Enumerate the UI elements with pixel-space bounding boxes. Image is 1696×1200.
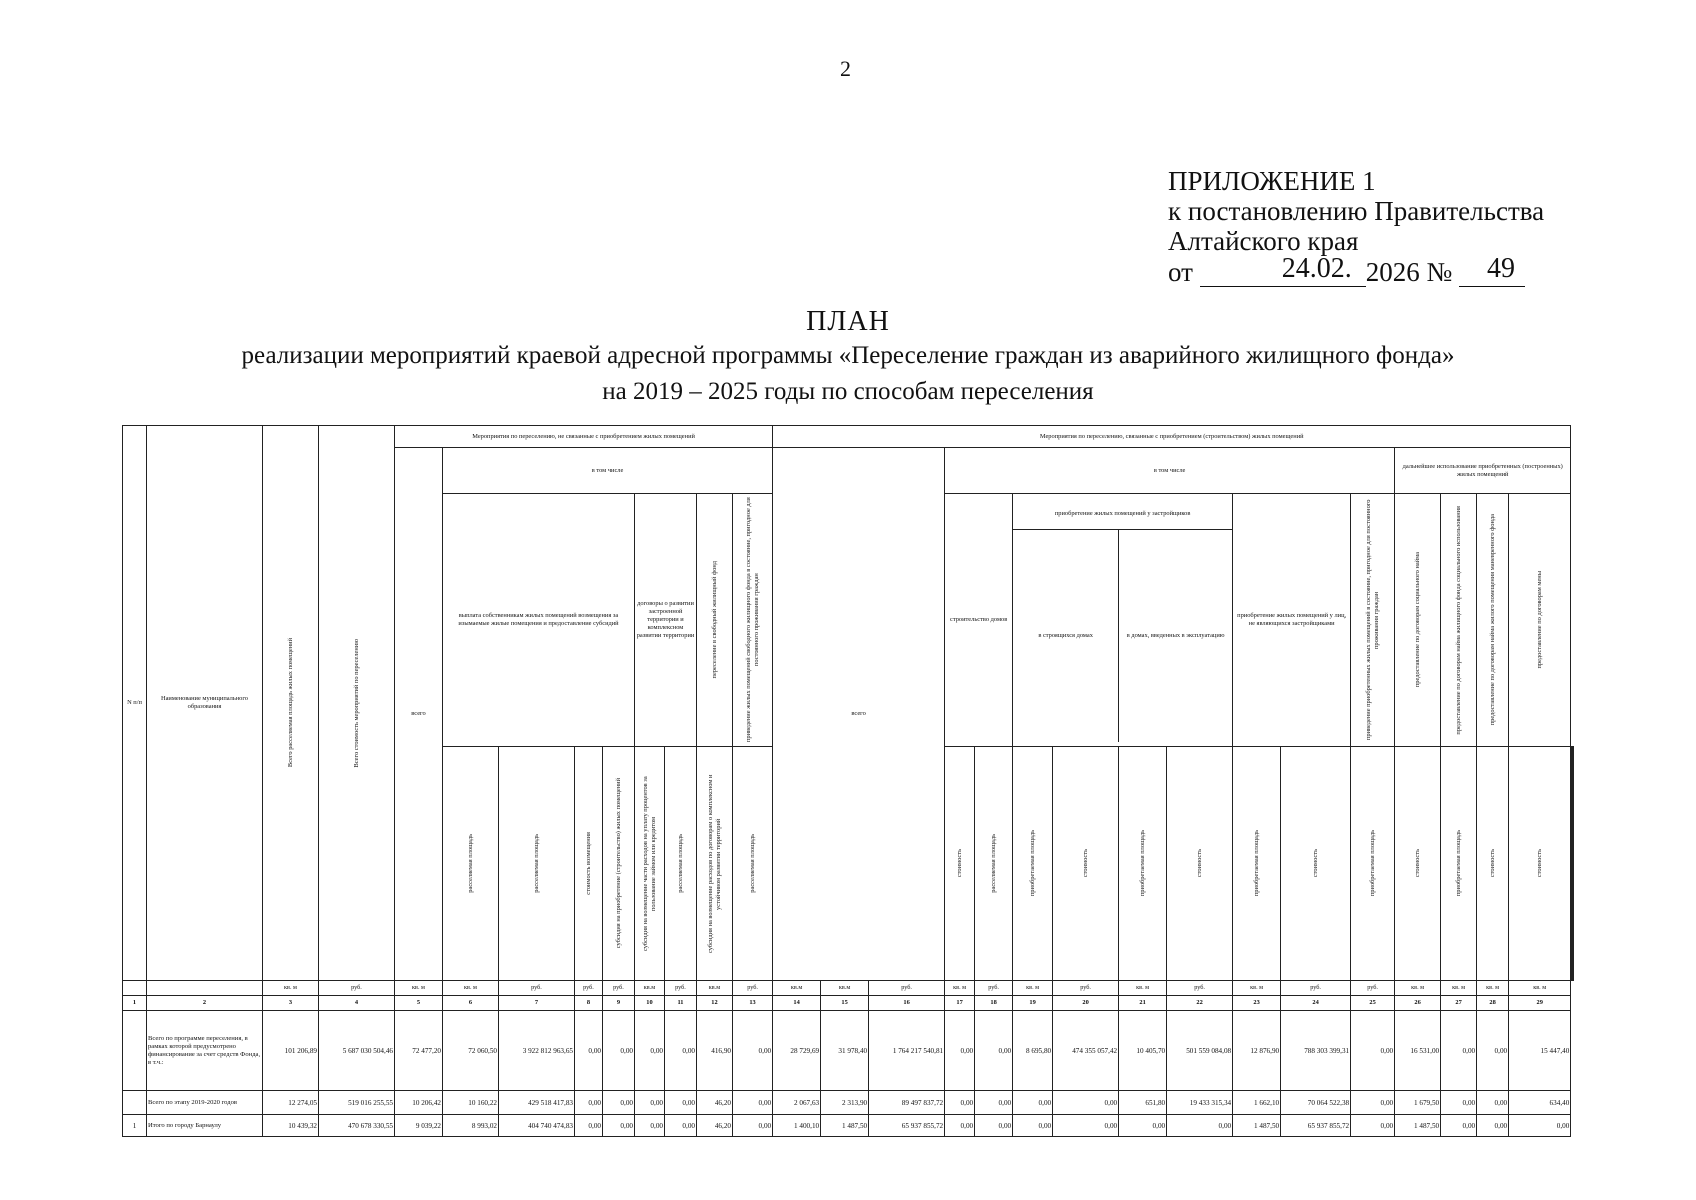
header-total-cost [319, 426, 395, 981]
row-index: 1 [123, 1115, 147, 1137]
data-cell: 651,80 [1119, 1091, 1167, 1115]
data-cell: 10 160,22 [443, 1091, 499, 1115]
data-cell: 12 876,90 [1233, 1011, 1281, 1091]
header-total-2: всего [773, 448, 945, 981]
sub-col-14 [975, 747, 1013, 981]
sub-col-18-label: стоимость [1195, 849, 1203, 878]
header-num-label: N п/п [127, 699, 142, 706]
col-number: 26 [1395, 996, 1441, 1011]
header-exchange [1509, 494, 1571, 747]
data-cell: 0,00 [945, 1091, 975, 1115]
data-cell: 46,20 [697, 1115, 733, 1137]
data-cell: 0,00 [635, 1091, 665, 1115]
sub-col-13-label: стоимость [955, 849, 963, 878]
data-cell: 0,00 [1477, 1011, 1509, 1091]
sub-col-20 [1281, 747, 1351, 981]
data-cell: 31 978,40 [821, 1011, 869, 1091]
data-cell: 0,00 [733, 1115, 773, 1137]
data-cell: 0,00 [603, 1011, 635, 1091]
data-cell: 1 679,50 [1395, 1091, 1441, 1115]
header-group-not-related: Мероприятия по переселению, не связанные с приобретением жилых помещений [395, 426, 773, 448]
row-index [123, 1011, 147, 1091]
appendix-year: 2026 № [1365, 257, 1453, 287]
col-number: 22 [1167, 996, 1233, 1011]
data-cell: 416,90 [697, 1011, 733, 1091]
header-row-1 [123, 426, 1574, 448]
unit-cell: руб. [869, 981, 945, 996]
sub-col-19 [1233, 747, 1281, 981]
header-buy-from-dev-label: приобретение жилых помещений у застройщиков [1013, 499, 1232, 530]
col-number: 12 [697, 996, 733, 1011]
sub-col-6 [499, 747, 575, 981]
data-cell: 0,00 [1351, 1091, 1395, 1115]
data-cell: 501 559 084,08 [1167, 1011, 1233, 1091]
data-cell: 0,00 [945, 1115, 975, 1137]
sub-col-21-label: приобретаемая площадь [1368, 830, 1376, 897]
data-cell: 5 687 030 504,46 [319, 1011, 395, 1091]
plan-table-wrapper [122, 425, 1574, 1137]
sub-col-16 [1053, 747, 1119, 981]
data-cell: 89 497 837,72 [869, 1091, 945, 1115]
col-number: 28 [1477, 996, 1509, 1011]
col-number: 18 [975, 996, 1013, 1011]
row-name: Итого по городу Барнаулу [147, 1115, 263, 1137]
unit-cell: кв. м [945, 981, 975, 996]
sub-col-10-label: расселяемая площадь [676, 834, 684, 893]
data-cell: 0,00 [1013, 1091, 1053, 1115]
plan-subtitle-line2: на 2019 – 2025 годы по способам переселения [602, 378, 1094, 405]
plan-table [122, 425, 1574, 1137]
data-cell: 0,00 [733, 1091, 773, 1115]
header-buy-from-dev [1013, 494, 1233, 747]
unit-cell: руб. [1053, 981, 1119, 996]
col-number: 8 [575, 996, 603, 1011]
header-name-label: Наименование муниципального образования [160, 695, 249, 710]
data-cell: 0,00 [975, 1115, 1013, 1137]
header-buy-from-dev-split [1013, 530, 1232, 742]
plan-subtitle-line1: реализации мероприятий краевой адресной программы «Переселение граждан из аварийного жилищного фонда» [241, 342, 1455, 369]
sub-col-10 [665, 747, 697, 981]
col-number: 16 [869, 996, 945, 1011]
sub-col-6-label: расселяемая площадь [532, 834, 540, 893]
header-total-area-label: Всего расселяемая площадь жилых помещений [286, 638, 294, 768]
data-cell: 10 206,42 [395, 1091, 443, 1115]
sub-col-24-label: стоимость [1488, 849, 1496, 878]
header-social-rent-label: предоставление по договорам социального найма [1413, 552, 1421, 688]
number-blank [1459, 253, 1525, 287]
header-buy-from-others: приобретение жилых помещений у лиц, не являющихся застройщиками [1233, 494, 1351, 747]
appendix-block [1168, 166, 1544, 287]
sub-col-12-label: расселяемая площадь [748, 834, 756, 893]
unit-cell: кв. м [1013, 981, 1053, 996]
units-row [123, 981, 1574, 996]
sub-col-7-label: стоимость возмещения [584, 832, 592, 895]
sub-col-23-label: приобретаемая площадь [1454, 830, 1462, 897]
appendix-line2: к постановлению Правительства [1168, 196, 1545, 226]
col-number: 11 [665, 996, 697, 1011]
data-cell: 0,00 [1477, 1115, 1509, 1137]
data-cell: 0,00 [945, 1011, 975, 1091]
data-cell: 0,00 [1441, 1011, 1477, 1091]
sub-col-18 [1167, 747, 1233, 981]
appendix-date: 24.02. [1281, 253, 1352, 284]
sub-col-5-label: расселяемая площадь [466, 834, 474, 893]
header-special-rent [1441, 494, 1477, 747]
data-cell: 2 067,63 [773, 1091, 821, 1115]
header-free-fund [697, 494, 733, 747]
header-bring-bought-label: приведение приобретенных жилых помещений в состояние, пригодное для постоянного проживания граждан [1364, 499, 1380, 741]
header-free-fund-label: переселение в свободный жилищный фонд [710, 561, 718, 679]
col-number: 6 [443, 996, 499, 1011]
sub-col-9-label: субсидия на возмещение части расходов на уплату процентов за пользование займом или кредитом [641, 776, 657, 951]
data-cell: 8 993,02 [443, 1115, 499, 1137]
data-cell: 19 433 315,34 [1167, 1091, 1233, 1115]
data-cell: 0,00 [1053, 1091, 1119, 1115]
sub-col-23 [1441, 747, 1477, 981]
col-number: 2 [147, 996, 263, 1011]
data-cell: 15 447,40 [1509, 1011, 1571, 1091]
data-cell: 0,00 [1167, 1115, 1233, 1137]
data-cell: 788 303 399,31 [1281, 1011, 1351, 1091]
unit-cell: руб. [665, 981, 697, 996]
header-in-commissioned: в домах, введенных в эксплуатацию [1126, 631, 1225, 639]
data-cell: 429 518 417,83 [499, 1091, 575, 1115]
data-cell: 2 313,90 [821, 1091, 869, 1115]
sub-col-17-label: приобретаемая площадь [1138, 830, 1146, 897]
table-row [123, 1011, 1574, 1091]
col-number: 23 [1233, 996, 1281, 1011]
unit-cell: руб. [603, 981, 635, 996]
data-cell: 1 764 217 540,81 [869, 1011, 945, 1091]
unit-cell: руб. [1281, 981, 1351, 996]
data-cell: 0,00 [975, 1011, 1013, 1091]
header-total-cost-label: Всего стоимость мероприятий по переселению [352, 638, 360, 768]
sub-col-11 [697, 747, 733, 981]
header-name [147, 426, 263, 981]
header-construction: строительство домов [945, 494, 1013, 747]
unit-cell: кв.м [635, 981, 665, 996]
date-blank [1200, 253, 1366, 287]
col-number: 3 [263, 996, 319, 1011]
table-row [123, 1115, 1574, 1137]
data-cell: 0,00 [1053, 1115, 1119, 1137]
header-in-building: в строящихся домах [1013, 530, 1119, 742]
data-cell: 1 400,10 [773, 1115, 821, 1137]
col-number: 21 [1119, 996, 1167, 1011]
row-name: Всего по этапу 2019-2020 годов [147, 1091, 263, 1115]
unit-cell: руб. [1351, 981, 1395, 996]
col-number: 15 [821, 996, 869, 1011]
data-cell: 12 274,05 [263, 1091, 319, 1115]
unit-cell: кв. м [1233, 981, 1281, 996]
header-bring-free-label: приведение жилых помещений свободного жилищного фонда в состояние, пригодное для постоянного проживания граждан [744, 497, 760, 743]
sub-col-16-label: стоимость [1081, 849, 1089, 878]
col-number: 25 [1351, 996, 1395, 1011]
data-cell: 65 937 855,72 [869, 1115, 945, 1137]
header-contracts: договоры о развитии застроенной территории и комплексном развитии территории [635, 494, 697, 747]
sub-col-13 [945, 747, 975, 981]
data-cell: 9 039,22 [395, 1115, 443, 1137]
unit-cell: кв.м [697, 981, 733, 996]
data-cell: 0,00 [1441, 1091, 1477, 1115]
col-number: 14 [773, 996, 821, 1011]
data-cell: 0,00 [603, 1091, 635, 1115]
unit-cell: кв. м [263, 981, 319, 996]
appendix-date-line [1168, 253, 1544, 287]
data-cell: 10 439,32 [263, 1115, 319, 1137]
sub-col-5 [443, 747, 499, 981]
col-number: 10 [635, 996, 665, 1011]
sub-col-8 [603, 747, 635, 981]
appendix-line3: Алтайского края [1168, 226, 1359, 256]
sub-col-11-label: субсидия на возмещение расходов по договорам о комплексном и устойчивом развитии территорий [706, 774, 722, 953]
header-exchange-label: предоставление по договорам мены [1535, 571, 1543, 669]
data-cell: 0,00 [665, 1091, 697, 1115]
data-cell: 1 662,10 [1233, 1091, 1281, 1115]
data-cell: 10 405,70 [1119, 1011, 1167, 1091]
data-cell: 0,00 [665, 1011, 697, 1091]
data-cell: 0,00 [575, 1011, 603, 1091]
data-cell: 0,00 [603, 1115, 635, 1137]
data-cell: 470 678 330,55 [319, 1115, 395, 1137]
unit-cell: руб. [733, 981, 773, 996]
col-number: 4 [319, 996, 395, 1011]
unit-cell: кв.м [821, 981, 869, 996]
unit-cell: кв. м [1441, 981, 1477, 996]
data-cell: 0,00 [1351, 1115, 1395, 1137]
data-cell: 28 729,69 [773, 1011, 821, 1091]
sub-col-7 [575, 747, 603, 981]
sub-col-9 [635, 747, 665, 981]
sub-col-20-label: стоимость [1311, 849, 1319, 878]
data-cell: 3 922 812 963,65 [499, 1011, 575, 1091]
data-cell: 0,00 [1477, 1091, 1509, 1115]
row-name: Всего по программе переселения, в рамках которой предусмотрено финансирование за счет средств Фонда, в т.ч.: [147, 1011, 263, 1091]
table-row [123, 1091, 1574, 1115]
header-including-1: в том числе [443, 448, 773, 494]
unit-cell: кв.м [773, 981, 821, 996]
sub-col-19-label: приобретаемая площадь [1252, 830, 1260, 897]
data-cell: 0,00 [575, 1091, 603, 1115]
column-numbers-row [123, 996, 1574, 1011]
data-cell: 0,00 [575, 1115, 603, 1137]
data-cell: 474 355 057,42 [1053, 1011, 1119, 1091]
data-cell: 0,00 [635, 1011, 665, 1091]
appendix-title: ПРИЛОЖЕНИЕ 1 [1168, 166, 1376, 196]
sub-col-24 [1477, 747, 1509, 981]
sub-col-29 [1573, 747, 1574, 981]
col-number: 7 [499, 996, 575, 1011]
data-cell: 70 064 522,38 [1281, 1091, 1351, 1115]
col-number: 29 [1509, 996, 1571, 1011]
data-cell: 404 740 474,83 [499, 1115, 575, 1137]
data-cell: 519 016 255,55 [319, 1091, 395, 1115]
data-cell: 1 487,50 [1233, 1115, 1281, 1137]
sub-col-8-label: субсидия на приобретение (строительство) жилых помещений [614, 778, 622, 949]
unit-cell: кв. м [443, 981, 499, 996]
header-social-rent [1395, 494, 1441, 747]
col-number: 19 [1013, 996, 1053, 1011]
col-number: 13 [733, 996, 773, 1011]
unit-cell: руб. [319, 981, 395, 996]
sub-col-25-label: стоимость [1535, 849, 1543, 878]
header-group-related: Мероприятия по переселению, связанные с приобретением (строительством) жилых помещений [773, 426, 1571, 448]
header-bring-free [733, 494, 773, 747]
sub-col-25 [1509, 747, 1571, 981]
data-cell: 0,00 [635, 1115, 665, 1137]
sub-col-15 [1013, 747, 1053, 981]
data-cell: 634,40 [1509, 1091, 1571, 1115]
units-empty-2 [147, 981, 263, 996]
unit-cell: кв. м [395, 981, 443, 996]
header-redemption: выплата собственникам жилых помещений возмещения за изымаемые жилые помещения и предоставление субсидий [443, 494, 635, 747]
appendix-from-label: от [1168, 257, 1193, 287]
row-index [123, 1091, 147, 1115]
data-cell: 0,00 [975, 1091, 1013, 1115]
unit-cell: руб. [575, 981, 603, 996]
data-cell: 0,00 [1351, 1011, 1395, 1091]
data-cell: 72 477,20 [395, 1011, 443, 1091]
header-bring-bought [1351, 494, 1395, 747]
data-cell: 0,00 [1119, 1115, 1167, 1137]
col-number: 27 [1441, 996, 1477, 1011]
unit-cell: кв. м [1477, 981, 1509, 996]
data-cell: 16 531,00 [1395, 1011, 1441, 1091]
sub-col-21 [1351, 747, 1395, 981]
header-further-use: дальнейшее использование приобретенных (построенных) жилых помещений [1395, 448, 1571, 494]
sub-col-22-label: стоимость [1413, 849, 1421, 878]
header-total-area [263, 426, 319, 981]
sub-col-12 [733, 747, 773, 981]
data-cell: 0,00 [1441, 1115, 1477, 1137]
data-cell: 46,20 [697, 1091, 733, 1115]
header-maneuver-rent [1477, 494, 1509, 747]
data-cell: 0,00 [665, 1115, 697, 1137]
unit-cell: кв. м [1509, 981, 1571, 996]
header-including-2: в том числе [945, 448, 1395, 494]
appendix-number: 49 [1486, 253, 1515, 284]
data-cell: 0,00 [1013, 1115, 1053, 1137]
data-cell: 0,00 [733, 1011, 773, 1091]
data-cell: 1 487,50 [1395, 1115, 1441, 1137]
unit-cell: руб. [499, 981, 575, 996]
col-number: 20 [1053, 996, 1119, 1011]
data-cell: 0,00 [1509, 1115, 1571, 1137]
unit-cell: кв. м [1119, 981, 1167, 996]
header-maneuver-rent-label: предоставление по договорам найма жилого помещения маневренного фонда [1488, 514, 1496, 726]
sub-col-15-label: приобретаемая площадь [1028, 830, 1036, 897]
unit-cell: руб. [975, 981, 1013, 996]
plan-title: ПЛАН [806, 306, 890, 337]
unit-cell: руб. [1167, 981, 1233, 996]
header-num [123, 426, 147, 981]
col-number: 17 [945, 996, 975, 1011]
header-total-1: всего [395, 448, 443, 981]
data-cell: 72 060,50 [443, 1011, 499, 1091]
sub-col-14-label: расселяемая площадь [989, 834, 997, 893]
data-cell: 8 695,80 [1013, 1011, 1053, 1091]
data-cell: 65 937 855,72 [1281, 1115, 1351, 1137]
col-number: 5 [395, 996, 443, 1011]
data-cell: 101 206,89 [263, 1011, 319, 1091]
col-number: 1 [123, 996, 147, 1011]
col-number: 24 [1281, 996, 1351, 1011]
col-number: 9 [603, 996, 635, 1011]
sub-col-17 [1119, 747, 1167, 981]
data-cell: 1 487,50 [821, 1115, 869, 1137]
header-special-rent-label: предоставление по договорам найма жилищного фонда социального использования [1454, 505, 1462, 735]
unit-cell: кв. м [1395, 981, 1441, 996]
sub-col-22 [1395, 747, 1441, 981]
units-empty-1 [123, 981, 147, 996]
page-number: 2 [840, 56, 851, 81]
